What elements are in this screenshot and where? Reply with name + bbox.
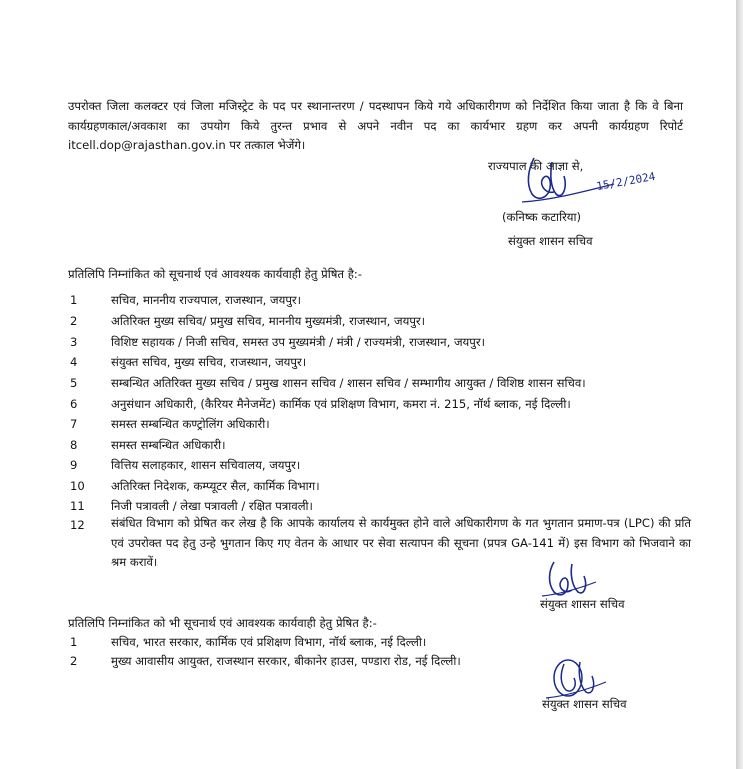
list-item-number: 10: [70, 479, 85, 493]
list-item: सचिव, माननीय राज्यपाल, राजस्थान, जयपुर।: [111, 293, 302, 307]
list-item: सचिव, भारत सरकार, कार्मिक एवं प्रशिक्षण विभाग, नॉर्थ ब्लाक, नई दिल्ली।: [111, 635, 427, 649]
list-item: विशिष्ट सहायक / निजी सचिव, समस्त उप मुख्यमंत्री / मंत्री / राज्यमंत्री, राजस्थान, जयपुर।: [111, 335, 486, 349]
list-item: संयुक्त सचिव, मुख्य सचिव, राजस्थान, जयपुर।: [111, 355, 307, 369]
signatory-name: (कनिष्क कटारिया): [502, 210, 582, 224]
list-item-number: 6: [70, 397, 78, 411]
list-item: संबंधित विभाग को प्रेषित कर लेख है कि आपके कार्यालय से कार्यमुक्त होने वाले अधिकारीगण के गत भुगतान प्रमाण-पत्र (LPC) की प्रति एवं उपरोक्त पद हेतु उन्हे भुगतान किए गए वेतन के आधार पर सेवा सत्यापन की सूचना (प्रपत्र GA-141 में) इस विभाग को भिजवाने का श्रम करावें।: [111, 516, 691, 569]
list-item: मुख्य आवासीय आयुक्त, राजस्थान सरकार, बीकानेर हाउस, पण्डारा रोड, नई दिल्ली।: [111, 654, 461, 668]
copy-list-1-heading: प्रतिलिपि निम्नांकित को सूचनार्थ एवं आवश्यक कार्यवाही हेतु प्रेषित है:-: [68, 267, 362, 281]
list-item: अतिरिक्त निदेशक, कम्प्यूटर सैल, कार्मिक विभाग।: [111, 479, 320, 493]
list-item-number: 3: [70, 335, 78, 349]
list-item-number: 8: [70, 438, 78, 452]
copy-list-2-signature-designation: संयुक्त शासन सचिव: [542, 697, 627, 711]
list-item: अनुसंधान अधिकारी, (कैरियर मैनेजमेंट) कार्मिक एवं प्रशिक्षण विभाग, कमरा नं. 215, नॉर्थ ब्लाक, नई दिल्ली।: [111, 397, 571, 411]
copy-list-1-signature-designation: संयुक्त शासन सचिव: [540, 597, 625, 611]
list-item-number: 2: [70, 314, 78, 328]
list-item-number: 7: [70, 417, 78, 431]
page-edge-shadow: [736, 0, 743, 769]
handwritten-date: 15/2/2024: [595, 169, 657, 194]
list-item-number: 9: [70, 458, 78, 472]
order-paragraph: उपरोक्त जिला कलक्टर एवं जिला मजिस्ट्रेट के पद पर स्थानान्तरण / पदस्थापन किये गये अधिकारीगण को निर्देशित किया जाता है कि वे बिना कार्यग्रहणकाल/अवकाश का उपयोग किये तुरन्त प्रभाव से अपने नवीन पद का कार्यभार ग्रहण कर अपनी कार्यग्रहण रिपोर्ट itcell.dop@rajasthan.gov.in पर तत्काल भेजेंगे।: [68, 99, 683, 152]
list-item-number: 11: [70, 499, 85, 513]
list-item-number: 1: [70, 635, 78, 649]
list-item: समस्त सम्बन्धित कण्ट्रोलिंग अधिकारी।: [111, 417, 270, 431]
list-item: समस्त सम्बन्धित अधिकारी।: [111, 438, 226, 452]
list-item: वित्तिय सलाहकार, शासन सचिवालय, जयपुर।: [111, 458, 301, 472]
list-item: अतिरिक्त मुख्य सचिव/ प्रमुख सचिव, माननीय मुख्यमंत्री, राजस्थान, जयपुर।: [111, 314, 426, 328]
order-authority-line: राज्यपाल की आज्ञा से,: [488, 159, 584, 173]
list-item-number: 2: [70, 654, 78, 668]
list-item-number: 5: [70, 376, 78, 390]
list-item-number: 12: [70, 518, 85, 532]
list-item-number: 1: [70, 293, 78, 307]
list-item-number: 4: [70, 355, 78, 369]
list-item: निजी पत्रावली / लेखा पत्रावली / रक्षित पत्रावली।: [111, 499, 313, 513]
signatory-designation: संयुक्त शासन सचिव: [508, 234, 593, 248]
list-item: सम्बन्धित अतिरिक्त मुख्य सचिव / प्रमुख शासन सचिव / शासन सचिव / सम्भागीय आयुक्त / विशिष्ठ शासन सचिव।: [111, 376, 586, 390]
copy-list-2-heading: प्रतिलिपि निम्नांकित को भी सूचनार्थ एवं आवश्यक कार्यवाही हेतु प्रेषित है:-: [68, 616, 377, 630]
